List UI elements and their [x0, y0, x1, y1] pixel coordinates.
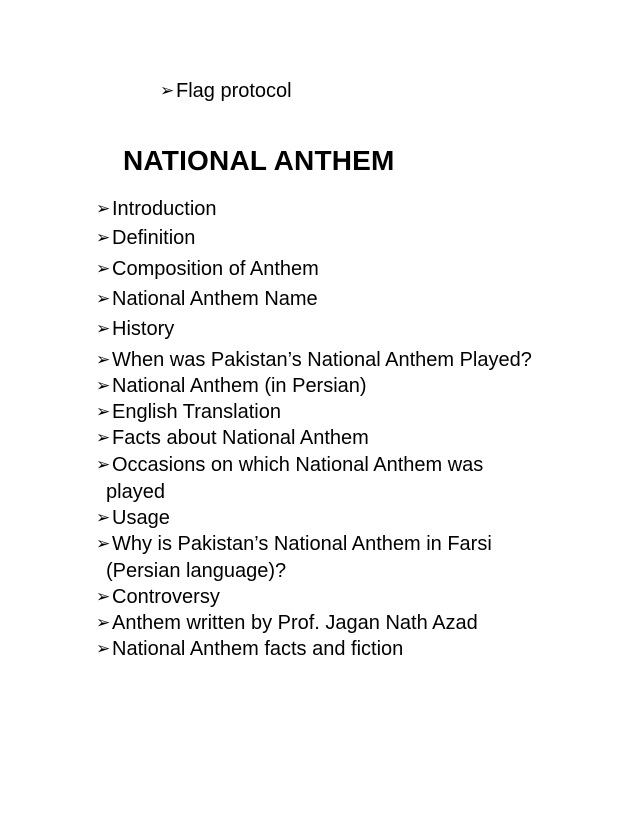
arrow-bullet-icon: ➢: [96, 319, 111, 338]
list-item-label: Introduction: [112, 198, 217, 220]
list-item-label: Composition of Anthem: [112, 258, 319, 280]
list-item: [96, 638, 403, 660]
list-item: [96, 318, 174, 340]
arrow-bullet-icon: ➢: [96, 376, 111, 395]
list-item: [96, 258, 319, 280]
list-item: [96, 288, 318, 310]
list-item-label: Controversy: [112, 586, 220, 608]
arrow-bullet-icon: ➢: [96, 587, 111, 606]
arrow-bullet-icon: ➢: [96, 350, 111, 369]
list-item-label: Usage: [112, 507, 170, 529]
arrow-bullet-icon: ➢: [96, 259, 111, 278]
arrow-bullet-icon: ➢: [96, 455, 111, 474]
list-item: [96, 507, 170, 529]
list-item-label: English Translation: [112, 401, 281, 423]
arrow-bullet-icon: ➢: [96, 428, 111, 447]
list-item: [96, 401, 281, 423]
list-item: [96, 533, 492, 555]
list-item: [96, 612, 478, 634]
list-item-label: Occasions on which National Anthem was: [112, 454, 484, 476]
list-item-label: National Anthem (in Persian): [112, 375, 367, 397]
list-item: [96, 427, 369, 449]
list-item: [96, 227, 195, 249]
list-item-label: Anthem written by Prof. Jagan Nath Azad: [112, 612, 478, 634]
arrow-bullet-icon: ➢: [160, 81, 175, 100]
list-item-continuation: (Persian language)?: [106, 560, 287, 582]
list-item-label: National Anthem Name: [112, 288, 318, 310]
arrow-bullet-icon: ➢: [96, 534, 111, 553]
arrow-bullet-icon: ➢: [96, 402, 111, 421]
list-item: [96, 198, 217, 220]
list-item-continuation: played: [106, 481, 165, 503]
page-title: NATIONAL ANTHEM: [123, 145, 395, 176]
list-item-label: History: [112, 318, 175, 340]
arrow-bullet-icon: ➢: [96, 199, 111, 218]
list-item-label: Definition: [112, 227, 196, 249]
list-item-label: Facts about National Anthem: [112, 427, 369, 449]
arrow-bullet-icon: ➢: [96, 289, 111, 308]
list-item-label: Flag protocol: [176, 80, 292, 102]
list-item-label: National Anthem facts and fiction: [112, 638, 404, 660]
list-item: [96, 375, 367, 397]
list-item: [96, 349, 532, 371]
arrow-bullet-icon: ➢: [96, 639, 111, 658]
arrow-bullet-icon: ➢: [96, 613, 111, 632]
list-item-label: When was Pakistan’s National Anthem Played?: [112, 349, 532, 371]
arrow-bullet-icon: ➢: [96, 508, 111, 527]
arrow-bullet-icon: ➢: [96, 228, 111, 247]
list-item-label: Why is Pakistan’s National Anthem in Farsi: [112, 533, 492, 555]
list-item-flag-protocol: [160, 80, 292, 102]
list-item: [96, 586, 220, 608]
list-item: [96, 454, 483, 476]
